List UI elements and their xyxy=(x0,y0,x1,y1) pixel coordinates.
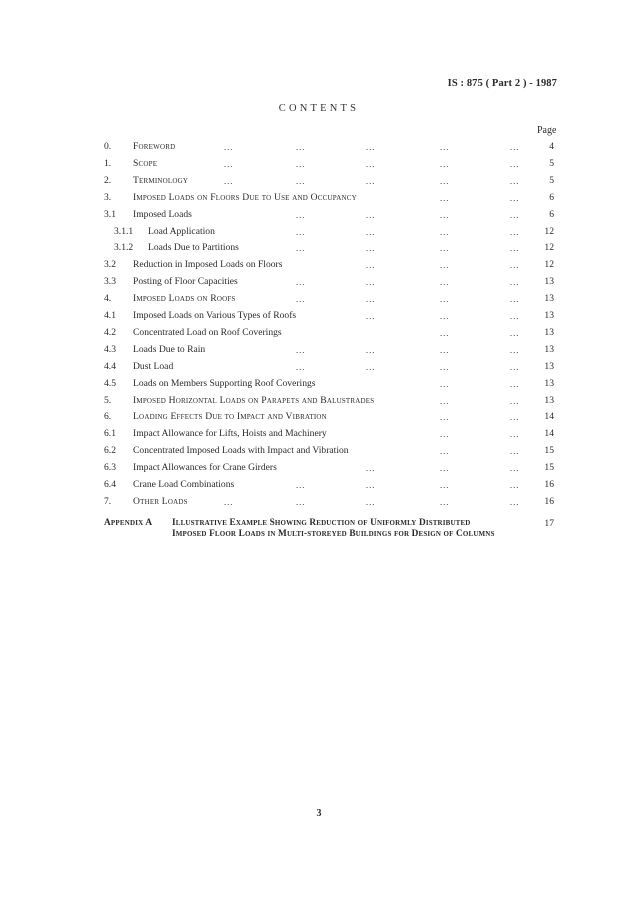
appendix-label: Appendix A xyxy=(104,518,153,528)
dot-leader: ... xyxy=(510,446,520,457)
toc-entry-number: 4.4 xyxy=(104,360,116,372)
toc-entry xyxy=(0,427,638,441)
dot-leader: ... xyxy=(366,480,376,490)
dot-leader: ... xyxy=(366,260,376,271)
dot-leader: ... xyxy=(440,463,450,474)
toc-entry-number: 3. xyxy=(104,191,112,203)
toc-entry-title: Imposed Loads on Various Types of Roofs xyxy=(133,310,297,321)
toc-entry-number: 1. xyxy=(104,157,112,169)
toc-entry-title: Load Application xyxy=(148,225,215,237)
contents-heading: CONTENTS xyxy=(278,103,360,114)
toc-entry-number: 4.3 xyxy=(104,343,116,355)
dot-leader: ... xyxy=(440,158,450,169)
dot-leader: ... xyxy=(510,344,520,355)
toc-entry-title: Scope xyxy=(133,157,158,169)
dot-leader: ... xyxy=(440,260,450,271)
dot-leader: ... xyxy=(510,209,520,220)
toc-entry-number: 6. xyxy=(104,411,112,423)
dot-leader: ... xyxy=(366,496,376,507)
dot-leader: ... xyxy=(510,361,520,372)
dot-leader: ... xyxy=(296,175,306,186)
toc-entry-title: Loads on Members Supporting Roof Coverings xyxy=(133,377,316,389)
toc-entry xyxy=(0,478,638,492)
dot-leader: ... xyxy=(296,142,306,152)
dot-leader: ... xyxy=(440,361,450,372)
toc-entry-page: 6 xyxy=(549,208,554,220)
toc-entry-page: 13 xyxy=(544,377,554,389)
dot-leader: ... xyxy=(440,243,450,254)
dot-leader: ... xyxy=(510,378,520,389)
dot-leader: ... xyxy=(296,294,306,305)
dot-leader: ... xyxy=(510,327,520,338)
dot-leader: ... xyxy=(366,158,376,169)
dot-leader: ... xyxy=(510,158,520,169)
dot-leader: ... xyxy=(510,277,520,288)
dot-leader: ... xyxy=(510,142,520,152)
dot-leader: ... xyxy=(440,142,450,152)
dot-leader: ... xyxy=(366,294,376,305)
toc-entry-number: 4.2 xyxy=(104,326,116,338)
dot-leader: ... xyxy=(510,226,520,237)
dot-leader: ... xyxy=(224,496,234,507)
toc-entry-number: 6.1 xyxy=(104,428,116,440)
dot-leader: ... xyxy=(510,192,520,203)
dot-leader: ... xyxy=(296,243,306,254)
dot-leader: ... xyxy=(296,480,306,490)
toc-entry-title: Impact Allowance for Lifts, Hoists and Machinery xyxy=(133,428,327,440)
dot-leader: ... xyxy=(224,175,234,186)
toc-entry-page: 12 xyxy=(544,242,554,254)
toc-entry-page: 14 xyxy=(544,428,554,440)
toc-entry xyxy=(0,394,638,408)
toc-entry-title: Imposed Loads on Floors Due to Use and Occupancy xyxy=(133,191,357,203)
toc-entry-title: Loading Effects Due to Impact and Vibration xyxy=(133,411,327,423)
toc-entry-number: 3.1.1 xyxy=(114,225,134,237)
dot-leader: ... xyxy=(440,311,450,321)
toc-entry-number: 3.1.2 xyxy=(114,242,134,254)
dot-leader: ... xyxy=(366,277,376,288)
appendix-title: Illustrative Example Showing Reduction of Uniformly Distributed Imposed Floor Loads in Multi-storeyed Buildings for Design of Columns xyxy=(172,518,495,539)
toc-entry-page: 13 xyxy=(544,343,554,355)
toc-entry-page: 13 xyxy=(544,293,554,305)
dot-leader: ... xyxy=(296,361,306,372)
toc-entry-title: Reduction in Imposed Loads on Floors xyxy=(133,259,283,271)
toc-entry-page: 15 xyxy=(544,445,554,457)
toc-entry-number: 4. xyxy=(104,293,112,305)
toc-entry-number: 3.1 xyxy=(104,208,116,220)
toc-entry-page: 13 xyxy=(544,276,554,288)
dot-leader: ... xyxy=(366,311,376,321)
toc-entry-page: 5 xyxy=(549,157,554,169)
toc-entry-number: 4.1 xyxy=(104,310,116,321)
toc-entry-page: 16 xyxy=(544,479,554,490)
dot-leader: ... xyxy=(366,344,376,355)
toc-entry-number: 5. xyxy=(104,394,112,406)
dot-leader: ... xyxy=(366,175,376,186)
toc-entry-number: 6.4 xyxy=(104,479,116,490)
toc-entry-number: 3.2 xyxy=(104,259,116,271)
toc-entry-title: Imposed Loads xyxy=(133,208,192,220)
toc-entry xyxy=(0,444,638,458)
dot-leader: ... xyxy=(296,158,306,169)
toc-entry xyxy=(0,275,638,289)
toc-entry-title: Concentrated Load on Roof Coverings xyxy=(133,326,282,338)
dot-leader: ... xyxy=(366,361,376,372)
dot-leader: ... xyxy=(440,209,450,220)
dot-leader: ... xyxy=(510,429,520,440)
toc-entry xyxy=(0,360,638,374)
toc-entry-page: 12 xyxy=(544,259,554,271)
toc-entry-title: Terminology xyxy=(133,174,189,186)
toc-entry xyxy=(0,208,638,222)
dot-leader: ... xyxy=(440,496,450,507)
dot-leader: ... xyxy=(440,344,450,355)
toc-entry-title: Concentrated Imposed Loads with Impact and Vibration xyxy=(133,445,349,457)
toc-entry-number: 4.5 xyxy=(104,377,116,389)
dot-leader: ... xyxy=(510,395,520,406)
toc-entry-title: Imposed Horizontal Loads on Parapets and Balustrades xyxy=(133,394,375,406)
dot-leader: ... xyxy=(510,311,520,321)
dot-leader: ... xyxy=(296,209,306,220)
toc-entry-title: Impact Allowances for Crane Girders xyxy=(133,462,277,474)
dot-leader: ... xyxy=(510,260,520,271)
toc-entry-title: Loads Due to Rain xyxy=(133,343,206,355)
dot-leader: ... xyxy=(440,412,450,423)
dot-leader: ... xyxy=(440,192,450,203)
toc-entry-number: 2. xyxy=(104,174,112,186)
dot-leader: ... xyxy=(440,175,450,186)
dot-leader: ... xyxy=(440,277,450,288)
toc-entry-page: 14 xyxy=(544,411,554,423)
dot-leader: ... xyxy=(440,378,450,389)
page-column-label: Page xyxy=(537,125,557,136)
dot-leader: ... xyxy=(366,142,376,152)
toc-entry-title: Dust Load xyxy=(133,360,174,372)
toc-entry xyxy=(0,241,638,255)
toc-entry-page: 16 xyxy=(544,495,554,507)
dot-leader: ... xyxy=(440,226,450,237)
dot-leader: ... xyxy=(296,226,306,237)
toc-entry-title: Posting of Floor Capacities xyxy=(133,276,238,288)
dot-leader: ... xyxy=(510,175,520,186)
toc-entry xyxy=(0,191,638,205)
toc-entry-number: 6.2 xyxy=(104,445,116,457)
toc-entry xyxy=(0,225,638,239)
toc-entry-title: Imposed Loads on Roofs xyxy=(133,293,236,305)
dot-leader: ... xyxy=(440,395,450,406)
toc-entry xyxy=(0,377,638,391)
toc-entry-page: 6 xyxy=(549,191,554,203)
toc-entry-page: 13 xyxy=(544,310,554,321)
toc-entry xyxy=(0,174,638,188)
toc-entry xyxy=(0,140,638,154)
toc-entry xyxy=(0,461,638,475)
toc-entry xyxy=(0,343,638,357)
dot-leader: ... xyxy=(366,243,376,254)
toc-entry xyxy=(0,309,638,323)
dot-leader: ... xyxy=(296,344,306,355)
dot-leader: ... xyxy=(440,327,450,338)
dot-leader: ... xyxy=(224,142,234,152)
dot-leader: ... xyxy=(296,277,306,288)
dot-leader: ... xyxy=(296,496,306,507)
dot-leader: ... xyxy=(510,412,520,423)
toc-entry-number: 0. xyxy=(104,141,112,152)
dot-leader: ... xyxy=(440,429,450,440)
toc-entry-page: 12 xyxy=(544,225,554,237)
toc-entry xyxy=(0,495,638,509)
dot-leader: ... xyxy=(510,463,520,474)
toc-entry-title: Foreword xyxy=(133,141,176,152)
dot-leader: ... xyxy=(224,158,234,169)
dot-leader: ... xyxy=(366,209,376,220)
appendix-page: 17 xyxy=(544,518,554,529)
toc-entry xyxy=(0,292,638,306)
toc-entry-title: Crane Load Combinations xyxy=(133,479,235,490)
toc-entry-number: 3.3 xyxy=(104,276,116,288)
toc-entry xyxy=(0,410,638,424)
toc-entry-number: 7. xyxy=(104,495,112,507)
toc-entry-page: 13 xyxy=(544,360,554,372)
toc-entry xyxy=(0,326,638,340)
page-number: 3 xyxy=(316,808,322,819)
dot-leader: ... xyxy=(510,243,520,254)
dot-leader: ... xyxy=(510,496,520,507)
dot-leader: ... xyxy=(366,463,376,474)
dot-leader: ... xyxy=(510,294,520,305)
dot-leader: ... xyxy=(440,294,450,305)
dot-leader: ... xyxy=(440,480,450,490)
dot-leader: ... xyxy=(440,446,450,457)
dot-leader: ... xyxy=(366,226,376,237)
standard-code: IS : 875 ( Part 2 ) - 1987 xyxy=(447,78,557,89)
toc-entry-page: 5 xyxy=(549,174,554,186)
toc-entry-page: 15 xyxy=(544,462,554,474)
toc-entry-page: 13 xyxy=(544,326,554,338)
toc-entry xyxy=(0,157,638,171)
toc-entry xyxy=(0,258,638,272)
toc-entry-number: 6.3 xyxy=(104,462,116,474)
toc-entry-page: 4 xyxy=(549,141,554,152)
dot-leader: ... xyxy=(510,480,520,490)
toc-entry-title: Other Loads xyxy=(133,495,188,507)
toc-entry-page: 13 xyxy=(544,394,554,406)
toc-entry-title: Loads Due to Partitions xyxy=(148,242,239,254)
